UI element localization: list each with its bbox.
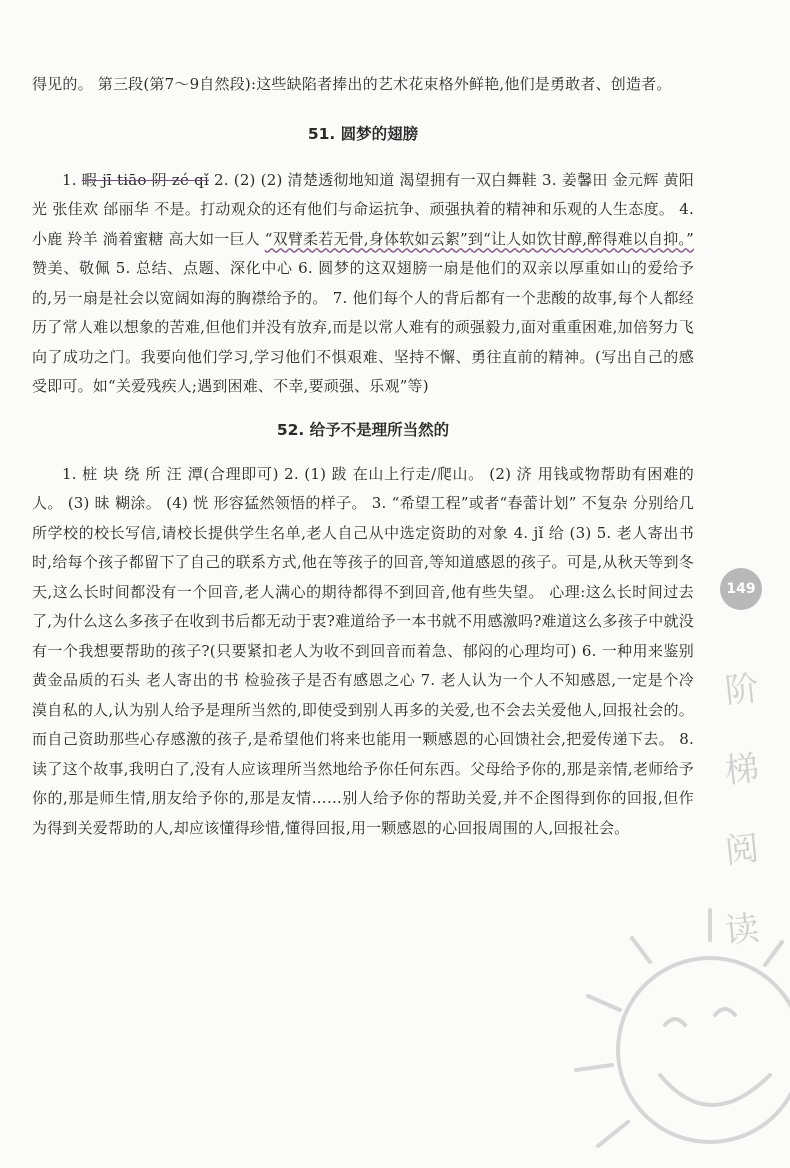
section-title-52: 52. 给予不是理所当然的 xyxy=(276,420,450,439)
s51-part-a: 1. xyxy=(62,170,82,189)
page-number-badge: 149 xyxy=(720,568,762,610)
s51-part-b: 2. (2) (2) 清楚透彻地知道 渴望拥有一双白舞鞋 3. 姜馨田 金元辉 黄阳光 张佳欢 邰丽华 不是。打动观众的还有他们与命运抗争、顽强执着的精神和乐观的人生态度。 4. 小鹿 羚羊 淌着蜜糖 高大如一巨人 xyxy=(32,170,695,248)
answer-content xyxy=(32,70,694,843)
side-char-2: 梯 xyxy=(723,748,761,792)
section-51-answers xyxy=(32,166,694,402)
section-52-answers: 1. 桩 块 绕 所 汪 潭(合理即可) 2. (1) 跋 在山上行走/爬山。 (2) 济 用钱或物帮助有困难的人。 (3) 昧 糊涂。 (4) 恍 形容猛然领悟的样子。 3. “希望工程”或者“春蕾计划” 不复杂 分别给几所学校的校长写信,请校长提供学生名单,老人自己从中选定资助的对象 4. jǐ 给 (3) 5. 老人寄出书时,给每个孩子都留下了自己的联系方式,他在等孩子的回音,等知道感恩的孩子。可是,从秋天等到冬天,这么长时间都没有一个回音,老人满心的期待都得不到回音,他有些失望。 心理:这么长时间过去了,为什么这么多孩子在收到书后都无动于衷?难道给予一本书就不用感激吗?难道这么多孩子中就没有一个我想要帮助的孩子?(只要紧扣老人为收不到回音而着急、郁闷的心理均可) 6. 一种用来鉴别黄金品质的石头 老人寄出的书 检验孩子是否有感恩之心 7. 老人认为一个人不知感恩,一定是个冷漠自私的人,认为别人给予是理所当然的,即使受到别人再多的关爱,也不会去关爱他人,回报社会的。而自己资助那些心存感激的孩子,是希望他们将来也能用一颗感恩的心回馈社会,把爱传递下去。 8. 读了这个故事,我明白了,没有人应该理所当然地给予你任何东西。父母给予你的,那是亲情,老师给予你的,那是师生情,朋友给予你的,那是友情……别人给予你的帮助关爱,并不企图得到你的回报,但作为得到关爱帮助的人,却应该懂得珍惜,懂得回报,用一颗感恩的心回报周围的人,回报社会。 xyxy=(32,464,694,837)
side-char-4: 读 xyxy=(723,908,761,952)
section-title-51: 51. 圆梦的翅膀 xyxy=(307,124,419,143)
intro-paragraph: 得见的。 第三段(第7～9自然段):这些缺陷者捧出的艺术花束格外鲜艳,他们是勇敢者、创造者。 xyxy=(32,75,672,93)
sun-face-illustration xyxy=(560,900,790,1168)
s51-pinyin-marked: 暇 jī tiāo 阴 zé qǐ xyxy=(81,170,209,189)
s51-part-c: 赞美、敬佩 5. 总结、点题、深化中心 6. 圆梦的这双翅膀一扇是他们的双亲以厚重如山的爱给予的,另一扇是社会以宽阔如海的胸襟给予的。 7. 他们每个人的背后都有一个悲酸的故事,每个人都经历了常人难以想象的苦难,但他们并没有放弃,而是以常人难有的顽强毅力,面对重重困难,加倍努力飞向了成功之门。我要向他们学习,学习他们不惧艰难、坚持不懈、勇往直前的精神。(写出自己的感受即可。如“关爱残疾人;遇到困难、不幸,要顽强、乐观”等) xyxy=(32,259,694,395)
side-char-3: 阅 xyxy=(723,828,761,872)
s51-underlined-quote: “双臂柔若无骨,身体软如云絮”到“让人如饮甘醇,醉得难以自抑。” xyxy=(264,229,694,248)
side-char-1: 阶 xyxy=(723,668,761,712)
